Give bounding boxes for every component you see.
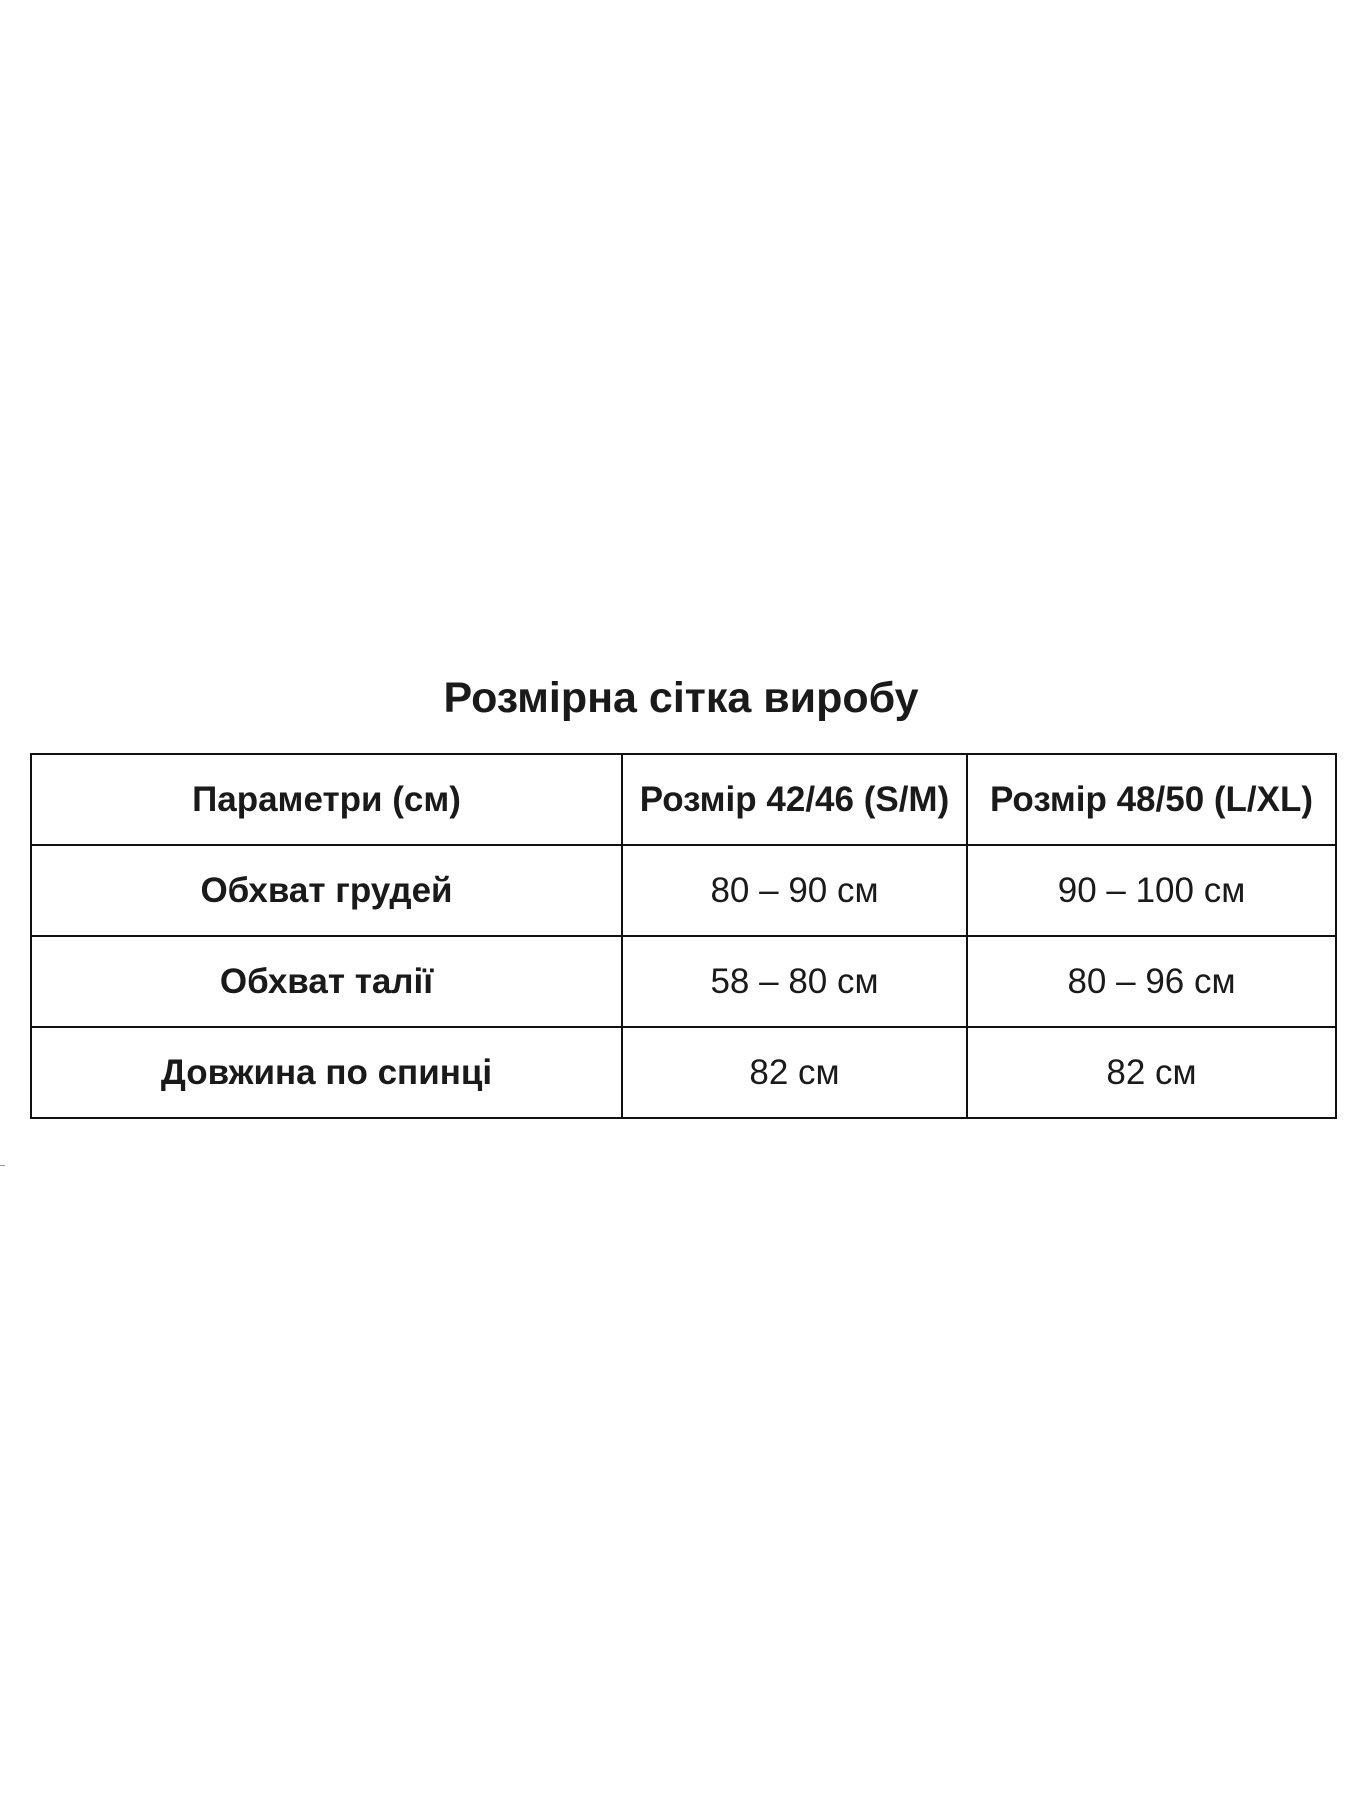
header-size-s-m: Розмір 42/46 (S/M) bbox=[622, 754, 967, 845]
cell-waist-s-m: 58 – 80 см bbox=[622, 936, 967, 1027]
row-label-chest: Обхват грудей bbox=[31, 845, 622, 936]
cell-chest-l-xl: 90 – 100 см bbox=[967, 845, 1336, 936]
size-chart-table bbox=[30, 753, 1337, 1119]
table-row bbox=[31, 936, 1336, 1027]
header-size-l-xl: Розмір 48/50 (L/XL) bbox=[967, 754, 1336, 845]
page-title: Розмірна сітка виробу bbox=[443, 674, 919, 722]
table-row bbox=[31, 845, 1336, 936]
cell-chest-s-m: 80 – 90 см bbox=[622, 845, 967, 936]
row-label-waist: Обхват талії bbox=[31, 936, 622, 1027]
cell-back-length-s-m: 82 см bbox=[622, 1027, 967, 1118]
table-header-row bbox=[31, 754, 1336, 845]
cell-waist-l-xl: 80 – 96 см bbox=[967, 936, 1336, 1027]
header-parameters: Параметри (см) bbox=[31, 754, 622, 845]
row-label-back-length: Довжина по спинці bbox=[31, 1027, 622, 1118]
edge-mark bbox=[0, 1165, 5, 1166]
cell-back-length-l-xl: 82 см bbox=[967, 1027, 1336, 1118]
table-row bbox=[31, 1027, 1336, 1118]
